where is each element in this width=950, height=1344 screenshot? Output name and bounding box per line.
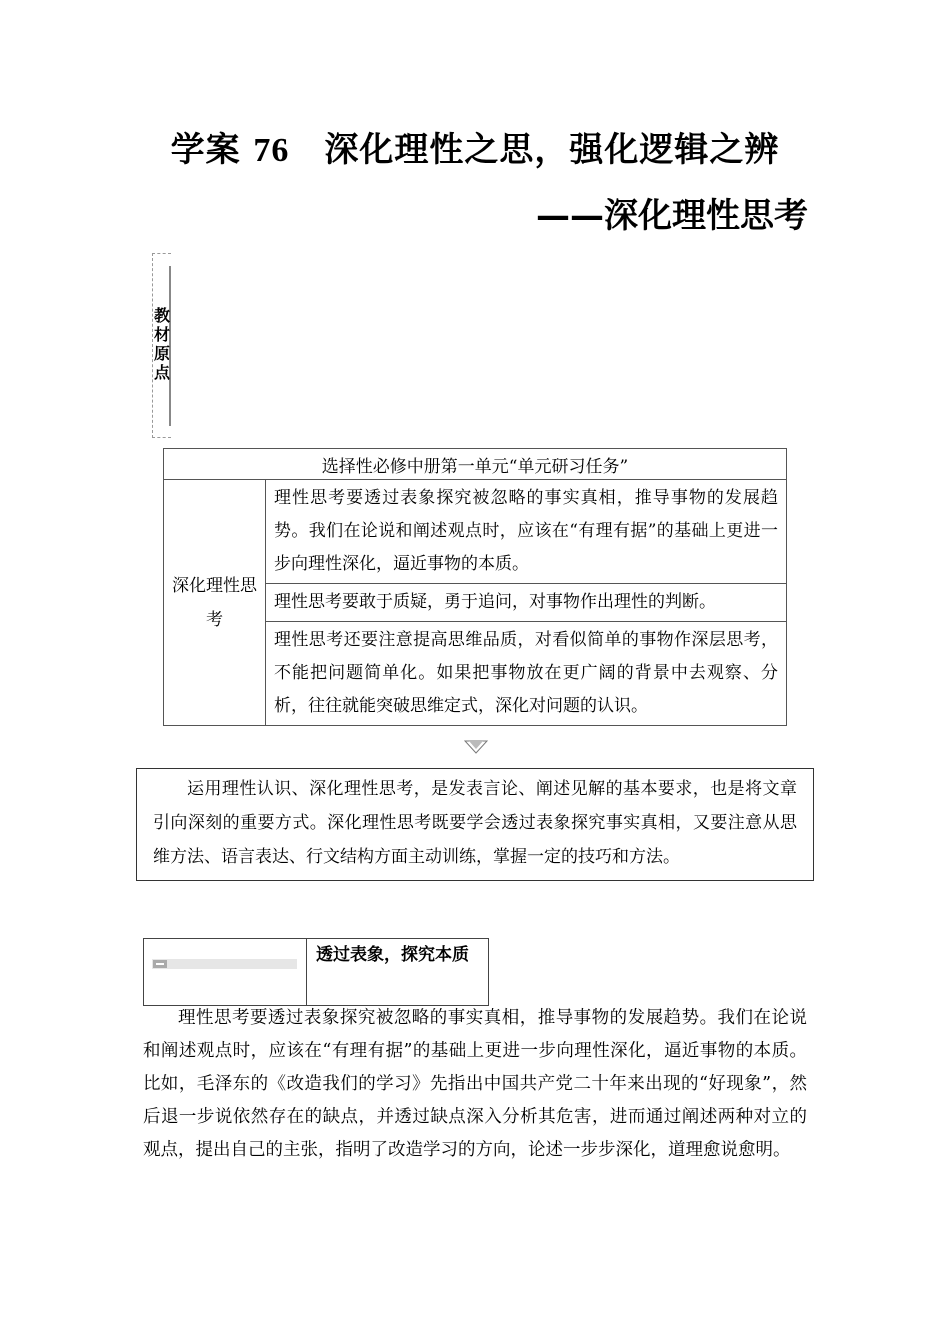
page-subtitle: ——深化理性思考 bbox=[536, 196, 808, 236]
section-marker-cell bbox=[144, 939, 307, 1005]
origin-table bbox=[163, 448, 787, 726]
section-paragraph: 理性思考要透过表象探究被忽略的事实真相，推导事物的发展趋势。我们在论说和阐述观点时，应该在“有理有据”的基础上更进一步向理性深化，逼近事物的本质。比如，毛泽东的《改造我们的学习》先指出中国共产党二十年来出现的“好现象”，然后退一步说依然存在的缺点，并透过缺点深入分析其危害，进而通过阐述两种对立的观点，提出自己的主张，指明了改造学习的方向，论述一步步深化，道理愈说愈明。 bbox=[143, 1008, 807, 1160]
section-heading-box bbox=[143, 938, 489, 1006]
origin-table-row: 理性思考要透过表象探究被忽略的事实真相，推导事物的发展趋势。我们在论说和阐述观点时，应该在“有理有据”的基础上更进一步向理性深化，逼近事物的本质。 bbox=[266, 480, 787, 584]
origin-table-label: 深化理性思考 bbox=[164, 480, 266, 726]
origin-table-caption: 选择性必修中册第一单元“单元研习任务” bbox=[164, 449, 787, 480]
section-marker-bar bbox=[152, 959, 297, 969]
down-arrow-icon bbox=[464, 740, 488, 754]
origin-table-row: 理性思考要敢于质疑，勇于追问，对事物作出理性的判断。 bbox=[266, 584, 787, 622]
section-heading: 透过表象，探究本质 bbox=[316, 945, 469, 965]
side-tag-label: 教材原点 bbox=[153, 306, 170, 382]
summary-box bbox=[136, 768, 814, 881]
lesson-number: 76 bbox=[253, 132, 290, 169]
summary-text: 运用理性认识、深化理性思考，是发表言论、阐述见解的基本要求，也是将文章引向深刻的重要方式。深化理性思考既要学会透过表象探究事实真相，又要注意从思维方法、语言表达、行文结构方面主动训练，掌握一定的技巧和方法。 bbox=[153, 779, 797, 867]
side-tag bbox=[152, 253, 171, 438]
page-title bbox=[0, 122, 950, 171]
title-prefix: 学案 bbox=[170, 130, 241, 170]
origin-table-row: 理性思考还要注意提高思维品质，对看似简单的事物作深层思考，不能把问题简单化。如果把事物放在更广阔的背景中去观察、分析，往往就能突破思维定式，深化对问题的认识。 bbox=[266, 622, 787, 726]
section-body bbox=[143, 1002, 807, 1167]
section-marker-icon bbox=[153, 960, 167, 968]
title-main: 深化理性之思，强化逻辑之辨 bbox=[324, 130, 780, 170]
